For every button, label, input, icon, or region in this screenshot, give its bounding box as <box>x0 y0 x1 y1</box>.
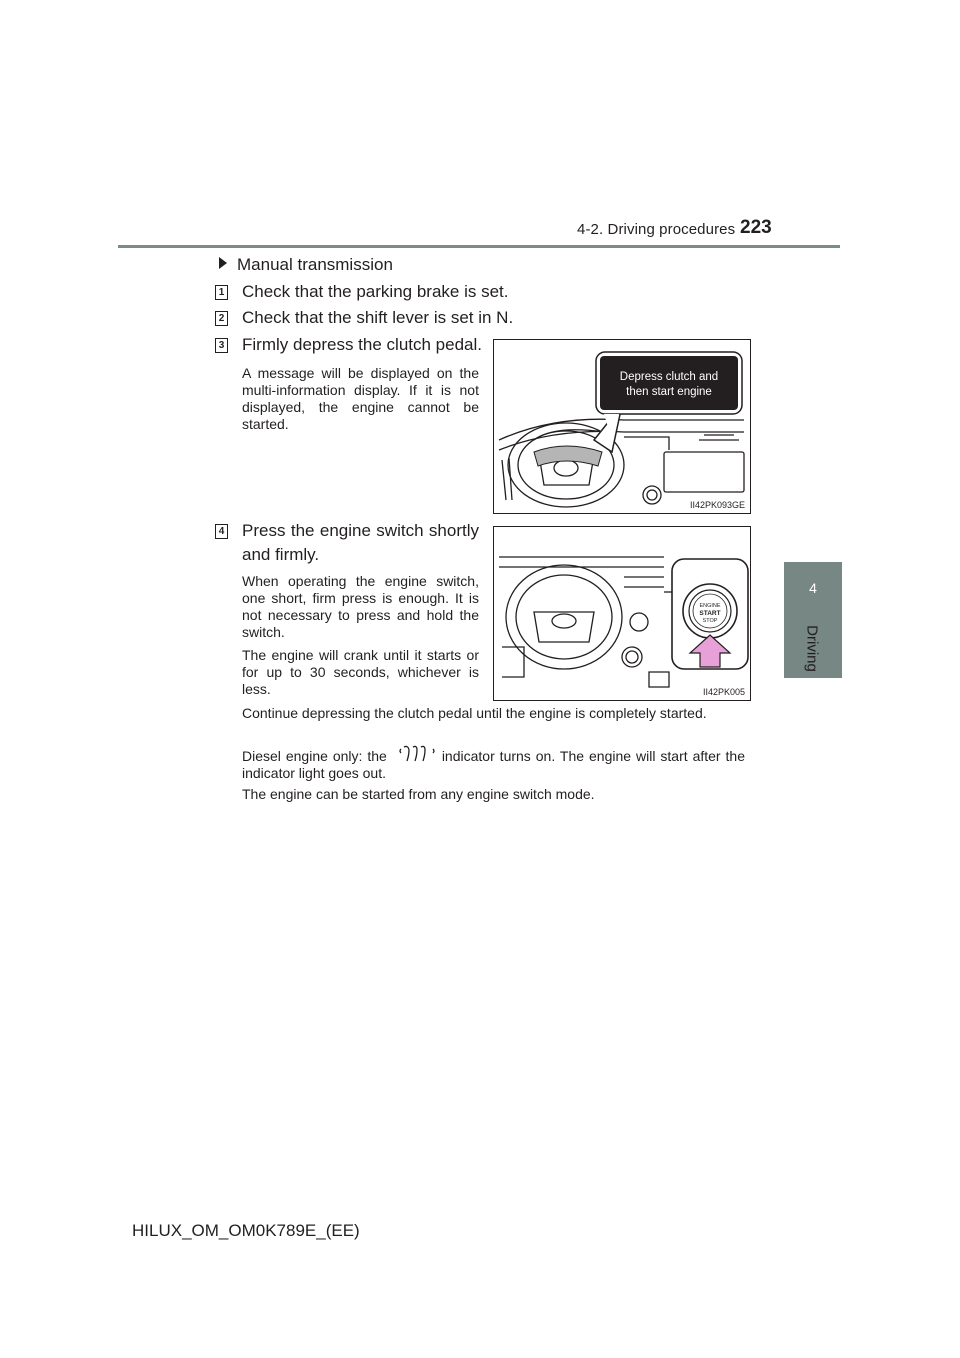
step-number-1: 1 <box>215 285 228 300</box>
engine-switch-illustration <box>494 527 750 700</box>
step-number-3: 3 <box>215 338 228 353</box>
step-4-text-line2: and firmly. <box>242 545 320 564</box>
step-4-text-line1: Press the engine switch shortly <box>242 521 479 540</box>
figure2-code: II42PK005 <box>702 687 745 697</box>
bubble-line-1: Depress clutch and <box>619 371 719 383</box>
diesel-note-before: Diesel engine only: the <box>242 748 387 764</box>
step-3-note: A message will be displayed on the multi-information display. If it is not displayed, the engine cannot be started. <box>242 365 479 432</box>
step-4-note-2: The engine will crank until it starts or for up to 30 seconds, whichever is less. <box>242 647 479 697</box>
chapter-tab-number: 4 <box>809 580 817 596</box>
dashboard-illustration <box>494 340 750 513</box>
header-rule <box>118 245 840 248</box>
step-1-text: Check that the parking brake is set. <box>242 282 509 301</box>
step-2-text: Check that the shift lever is set in N. <box>242 308 514 327</box>
button-label-engine: ENGINE <box>699 603 721 609</box>
transmission-heading <box>219 255 393 275</box>
step-number-2: 2 <box>215 311 228 326</box>
triangle-bullet-icon <box>219 257 227 269</box>
continue-note: Continue depressing the clutch pedal until the engine is completely started. <box>242 705 707 721</box>
transmission-heading-text: Manual transmission <box>237 255 393 274</box>
chapter-tab-label: Driving <box>803 625 821 672</box>
diesel-note <box>242 745 745 782</box>
button-label-stop: STOP <box>702 618 718 624</box>
page-number: 223 <box>740 217 772 238</box>
footer-manual-code: HILUX_OM_OM0K789E_(EE) <box>132 1221 360 1240</box>
figure1-code: II42PK093GE <box>689 500 745 510</box>
step-4-note-1: When operating the engine switch, one short, firm press is enough. It is not necessary to press and hold the switch. <box>242 573 479 640</box>
section-title: 4-2. Driving procedures <box>577 221 736 238</box>
step-3-text: Firmly depress the clutch pedal. <box>242 335 482 354</box>
step-number-4: 4 <box>215 524 228 539</box>
diesel-note-after: indicator turns on. The engine will start after the indicator light goes out. <box>242 748 745 781</box>
any-mode-note: The engine can be started from any engine switch mode. <box>242 786 595 802</box>
glow-plug-indicator-icon <box>398 745 436 763</box>
engine-switch-figure <box>493 526 751 701</box>
bubble-line-2: then start engine <box>626 386 712 398</box>
clutch-message-figure <box>493 339 751 514</box>
button-label-start: START <box>699 610 721 617</box>
